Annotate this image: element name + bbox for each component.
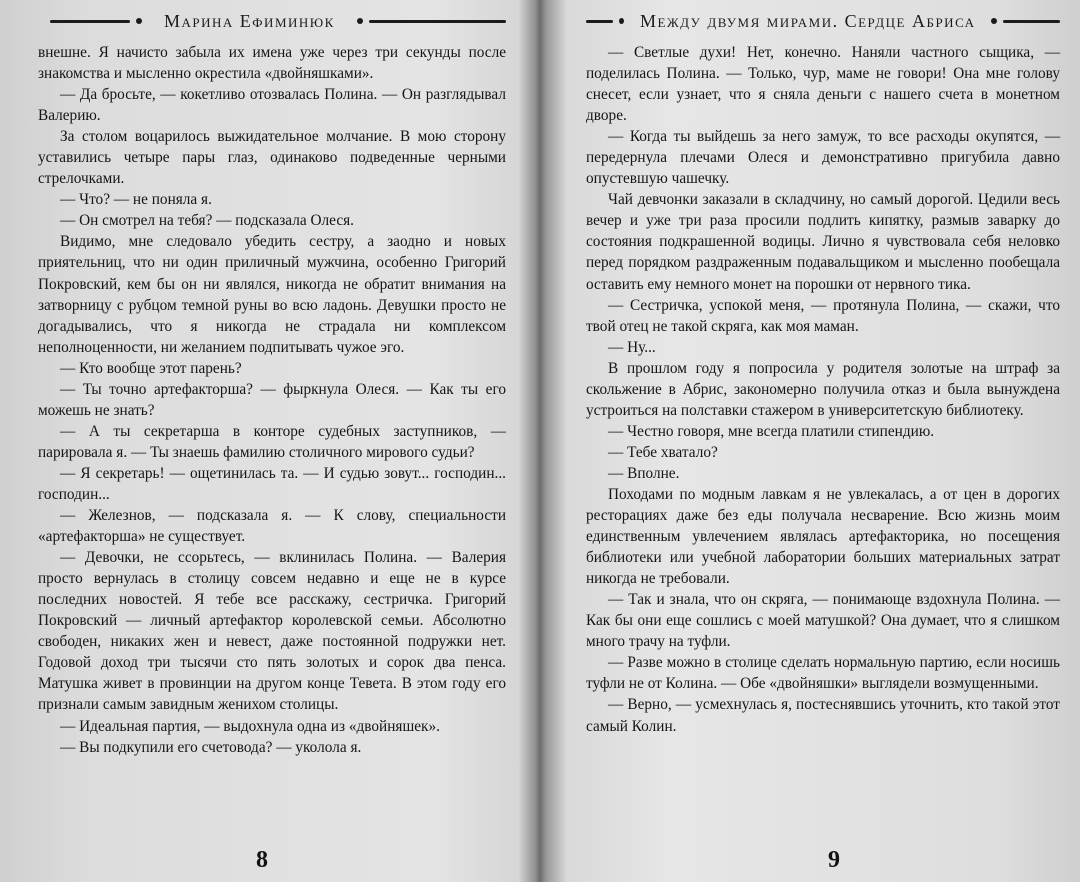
ornament-dot (991, 18, 997, 24)
paragraph: — Сестричка, успокой меня, — протянула Полина, — скажи, что твой отец не такой скряга, как моя маман. (586, 296, 1060, 335)
paragraph: — Он смотрел на тебя? — подсказала Олеся. (60, 212, 354, 230)
paragraph: — Что? — не поняла я. (60, 191, 212, 209)
paragraph: За столом воцарилось выжидательное молчание. В мою сторону уставились четыре пары глаз, одинаково подведенные черными стрелочками. (38, 128, 506, 188)
paragraph: — Светлые духи! Нет, конечно. Наняли частного сыщика, — поделилась Полина. — Только, чур, маме не говори! Она мне голову снесет, если узнает, что я сняла деньги с нашего счета в монетном дворе. (586, 44, 1060, 125)
right-page-text (586, 42, 1060, 737)
paragraph: — Разве можно в столице сделать нормальную партию, если носишь туфли не от Колина. — Обе «двойняшки» выглядели возмущенными. (586, 654, 1060, 693)
left-page (0, 0, 520, 882)
paragraph: — Ну... (608, 338, 656, 356)
header-ornament-right (351, 18, 506, 24)
paragraph: — Когда ты выйдешь за него замуж, то все расходы окупятся, — передернула плечами Олеся и демонстративно пригубила давно опустевшую чашечку. (586, 128, 1060, 188)
ornament-bar (50, 20, 130, 23)
header-ornament-left (586, 18, 630, 24)
paragraph: Видимо, мне следовало убедить сестру, а заодно и новых приятельниц, что ни один приличный мужчина, особенно Григорий Покровский, кем бы он ни являлся, никогда не обратит внимания на затворницу с рубцом темной руны во всю ладонь. Девушки просто не догадывались, что я никогда не страдала ни комплексом неполноценности, ни желанием подпитывать чужое эго. (38, 233, 506, 356)
paragraph: — Девочки, не ссорьтесь, — вклинилась Полина. — Валерия просто вернулась в столицу совсем недавно и еще не в курсе последних новостей. Я тебе все расскажу, сестричка. Григорий Покровский — личный артефактор королевской семьи. Абсолютно свободен, никаких жен и невест, даже постоянной подружки нет. Годовой доход три тысячи сто пять золотых и сорок два пенса. Матушка живет в провинции на другом конце Тевета. В этом году его признали самым завидным женихом столицы. (38, 549, 506, 714)
paragraph: — А ты секретарша в конторе судебных заступников, — парировала я. — Ты знаешь фамилию столичного мирового судьи? (38, 422, 506, 461)
ornament-bar (1003, 20, 1060, 23)
book-title: Между двумя мирами. Сердце Абриса (640, 10, 976, 31)
ornament-dot (357, 18, 363, 24)
paragraph: — Да бросьте, — кокетливо отозвалась Полина. — Он разглядывал Валерию. (38, 86, 506, 125)
ornament-bar (369, 20, 506, 23)
paragraph: Походами по модным лавкам я не увлекалась, а от цен в дорогих ресторациях даже без еды получала несварение. Всю жизнь моим единственным увлечением являлась артефакторика, но посещения библиотеки или учебной лаборатории больших материальных затрат никогда не требовали. (586, 485, 1060, 588)
paragraph: В прошлом году я попросила у родителя золотые на штраф за скольжение в Абрис, закономерно получила отказ и была вынуждена устроиться на полставки стажером в университетскую библиотеку. (586, 359, 1060, 419)
left-running-header (38, 8, 506, 34)
paragraph: — Верно, — усмехнулась я, постеснявшись уточнить, кто такой этот самый Колин. (586, 696, 1060, 735)
right-running-header (586, 8, 1060, 34)
paragraph: — Ты точно артефакторша? — фыркнула Олеся. — Как ты его можешь не знать? (38, 380, 506, 419)
ornament-dot (619, 18, 624, 24)
page-number-right: 9 (828, 847, 840, 873)
paragraph: — Я секретарь! — ощетинилась та. — И судью зовут... господин... господин... (38, 464, 506, 503)
paragraph: — Так и знала, что он скряга, — понимающе вздохнула Полина. — Как бы они еще сошлись с моей матушкой? Она думает, что я слишком много трачу на туфли. (586, 591, 1060, 651)
paragraph: — Кто вообще этот парень? (60, 359, 242, 377)
header-ornament-left (38, 18, 148, 24)
page-number-left: 8 (256, 847, 268, 873)
paragraph: — Идеальная партия, — выдохнула одна из «двойняшек». (60, 717, 440, 735)
right-page (548, 0, 1080, 882)
paragraph: — Вполне. (608, 464, 680, 482)
paragraph: — Железнов, — подсказала я. — К слову, специальности «артефакторша» не существует. (38, 507, 506, 546)
paragraph: — Честно говоря, мне всегда платили стипендию. (608, 422, 935, 440)
ornament-dot (136, 18, 142, 24)
header-ornament-right (985, 18, 1060, 24)
paragraph: — Вы подкупили его счетовода? — уколола я. (60, 738, 362, 756)
paragraph: Чай девчонки заказали в складчину, но самый дорогой. Цедили весь вечер и уже три раза просили подлить кипятку, размыв заварку до состояния подкрашенной водицы. Лично я чувствовала себя неловко перед порядком раздраженным подавальщиком и мысленно пообещала оставить ему немного монет на порошки от нервного тика. (586, 191, 1060, 293)
paragraph: — Тебе хватало? (608, 443, 718, 461)
author-name: Марина Ефиминюк (164, 10, 335, 31)
left-page-text (38, 42, 506, 758)
ornament-bar (586, 20, 613, 23)
paragraph: внешне. Я начисто забыла их имена уже через три секунды после знакомства и мысленно окрестила «двойняшками». (38, 44, 506, 83)
